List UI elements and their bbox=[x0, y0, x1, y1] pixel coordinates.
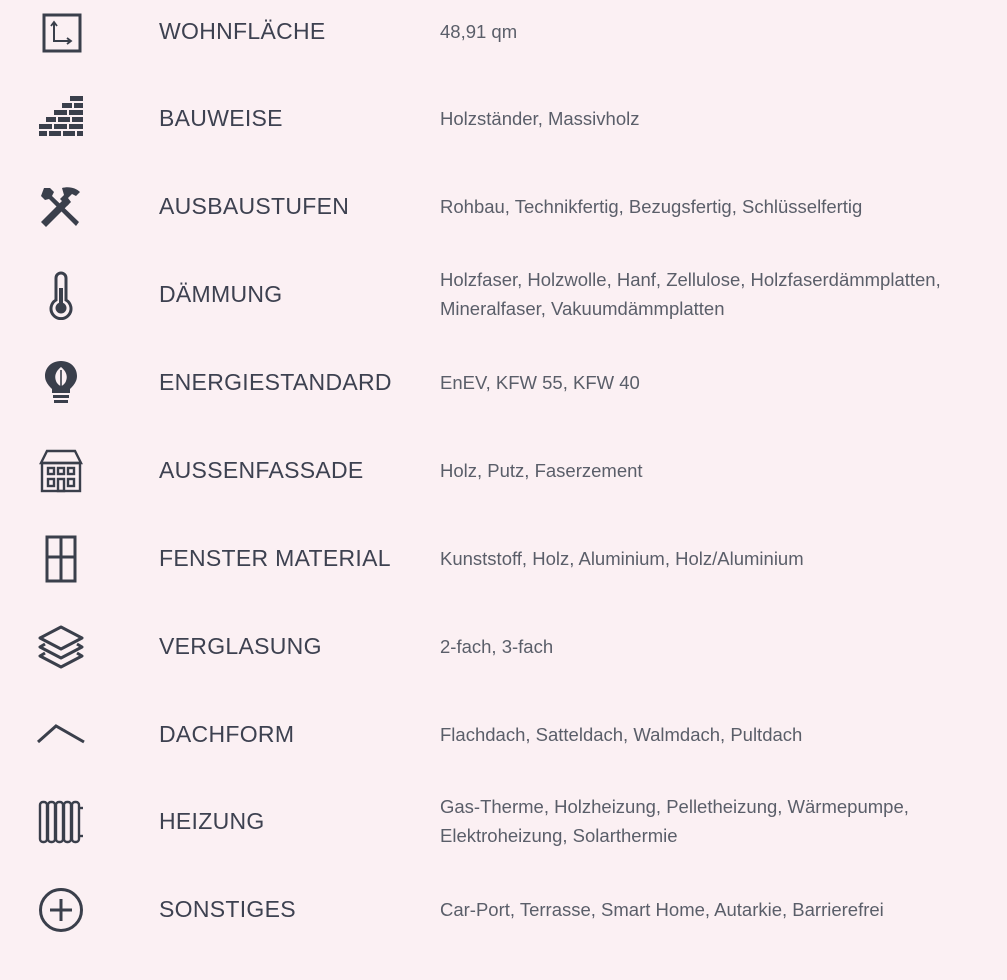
spec-label: AUSSENFASSADE bbox=[159, 456, 364, 483]
spec-label: DACHFORM bbox=[159, 720, 295, 747]
spec-label: FENSTER MATERIAL bbox=[159, 544, 391, 571]
spec-label: DÄMMUNG bbox=[159, 280, 283, 307]
spec-value: Holzfaser, Holzwolle, Hanf, Zellulose, Holzfaserdämmplatten, Mineralfaser, Vakuumdämmplatten bbox=[440, 269, 941, 319]
eco-lightbulb-icon bbox=[36, 358, 86, 408]
spec-label: VERGLASUNG bbox=[159, 632, 322, 659]
spec-value: EnEV, KFW 55, KFW 40 bbox=[440, 371, 640, 393]
radiator-icon bbox=[36, 797, 86, 847]
layers-icon bbox=[36, 622, 86, 672]
spec-row-energiestandard bbox=[0, 352, 1007, 412]
spec-row-bauweise bbox=[0, 88, 1007, 148]
spec-label: HEIZUNG bbox=[159, 807, 265, 834]
spec-value: Holz, Putz, Faserzement bbox=[440, 459, 643, 481]
spec-row-verglasung bbox=[0, 616, 1007, 676]
roof-icon bbox=[36, 710, 86, 760]
floor-area-icon bbox=[36, 7, 86, 57]
thermometer-icon bbox=[36, 270, 86, 320]
spec-value: 2-fach, 3-fach bbox=[440, 635, 554, 657]
spec-label: AUSBAUSTUFEN bbox=[159, 192, 350, 219]
spec-value: Rohbau, Technikfertig, Bezugsfertig, Schlüsselfertig bbox=[440, 195, 863, 217]
spec-label: SONSTIGES bbox=[159, 895, 296, 922]
spec-row-sonstiges bbox=[0, 879, 1007, 939]
spec-row-dachform bbox=[0, 704, 1007, 764]
building-facade-icon bbox=[36, 446, 86, 496]
window-icon bbox=[36, 534, 86, 584]
spec-value: 48,91 qm bbox=[440, 20, 518, 42]
spec-label: ENERGIESTANDARD bbox=[159, 368, 392, 395]
spec-value: Holzständer, Massivholz bbox=[440, 107, 640, 129]
spec-value: Car-Port, Terrasse, Smart Home, Autarkie, Barrierefrei bbox=[440, 898, 884, 920]
spec-row-daemmung bbox=[0, 264, 1007, 324]
spec-row-wohnflaeche bbox=[0, 1, 1007, 61]
plus-circle-icon bbox=[36, 885, 86, 935]
spec-row-fenster-material bbox=[0, 528, 1007, 588]
spec-row-aussenfassade bbox=[0, 440, 1007, 500]
spec-value: Flachdach, Satteldach, Walmdach, Pultdach bbox=[440, 723, 803, 745]
tools-icon bbox=[36, 182, 86, 232]
brick-wall-icon bbox=[36, 94, 86, 144]
spec-label: BAUWEISE bbox=[159, 104, 283, 131]
spec-row-heizung bbox=[0, 791, 1007, 851]
spec-value: Gas-Therme, Holzheizung, Pelletheizung, Wärmepumpe, Elektroheizung, Solarthermie bbox=[440, 796, 909, 846]
spec-value: Kunststoff, Holz, Aluminium, Holz/Aluminium bbox=[440, 547, 804, 569]
spec-label: WOHNFLÄCHE bbox=[159, 17, 326, 44]
spec-row-ausbaustufen bbox=[0, 176, 1007, 236]
